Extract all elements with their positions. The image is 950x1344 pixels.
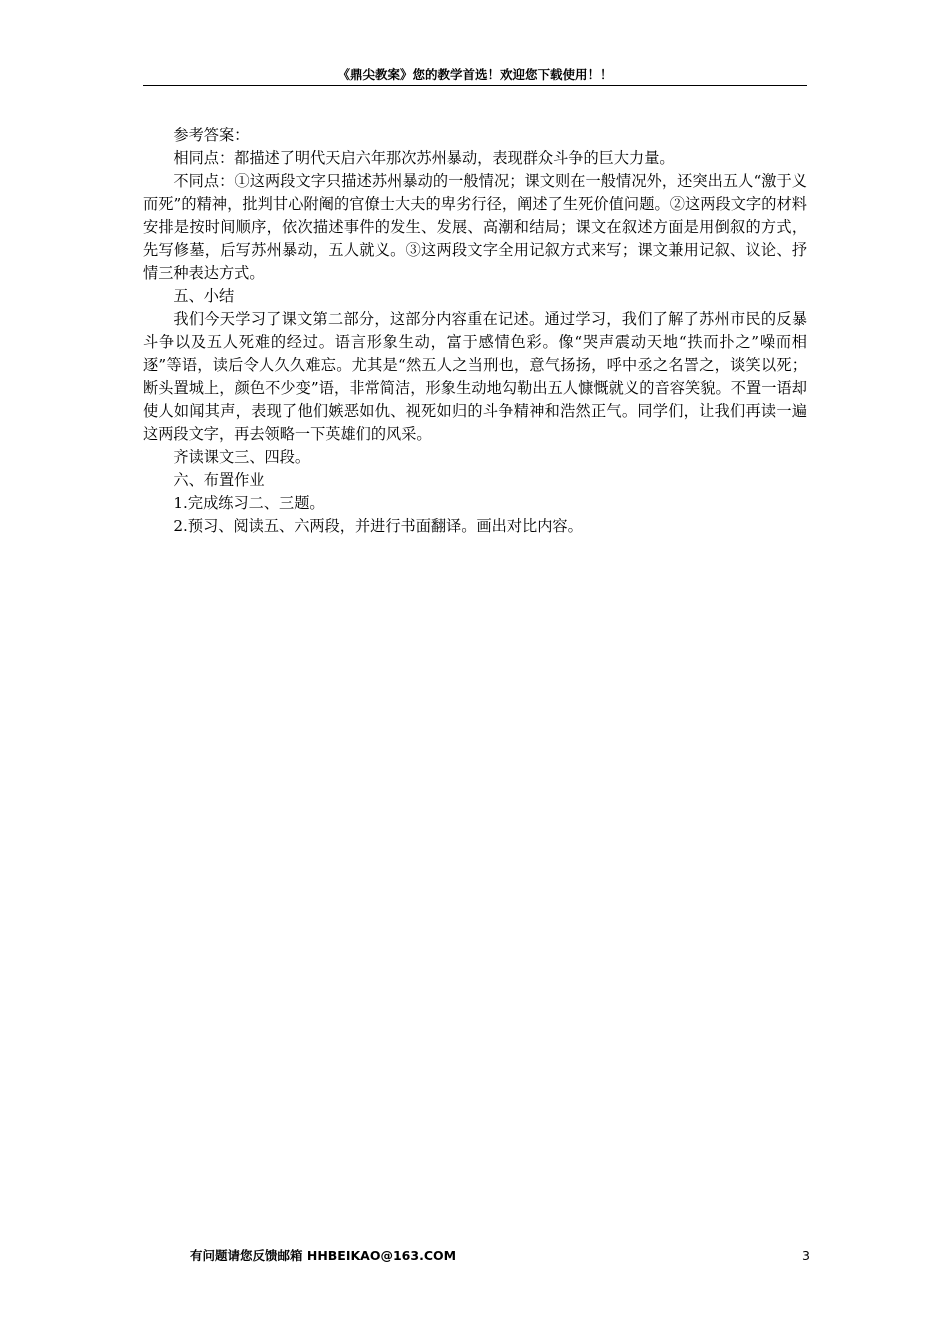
page-header: 《鼎尖教案》您的教学首选！欢迎您下载使用！！ [337, 67, 613, 82]
homework-item-1: 1.完成练习二、三题。 [173, 494, 325, 512]
similarity-paragraph: 相同点：都描述了明代天启六年那次苏州暴动，表现群众斗争的巨大力量。 [173, 149, 675, 167]
document-body [143, 124, 807, 538]
homework-item-2: 2.预习、阅读五、六两段，并进行书面翻译。画出对比内容。 [173, 517, 583, 535]
answer-label: 参考答案： [173, 126, 250, 144]
page-number: 3 [802, 1248, 810, 1263]
summary-paragraph: 我们今天学习了课文第二部分，这部分内容重在记述。通过学习，我们了解了苏州市民的反暴斗争以及五人死难的经过。语言形象生动，富于感情色彩。像“哭声震动天地“抶而扑之”噪而相逐”等语，读后令人久久难忘。尤其是“然五人之当刑也，意气扬扬，呼中丞之名詈之，谈笑以死；断头置城上，颜色不少变”语，非常简洁，形象生动地勾勒出五人慷慨就义的音容笑貌。不置一语却使人如闻其声，表现了他们嫉恶如仇、视死如归的斗争精神和浩然正气。同学们，让我们再读一遍这两段文字，再去领略一下英雄们的风采。 [143, 310, 807, 443]
header-divider [143, 85, 807, 86]
section-title-summary: 五、小结 [173, 287, 235, 305]
section-title-homework: 六、布置作业 [173, 471, 265, 489]
differences-paragraph: 不同点：①这两段文字只描述苏州暴动的一般情况；课文则在一般情况外，还突出五人“激于义而死”的精神，批判甘心附阉的官僚士大夫的卑劣行径，阐述了生死价值问题。②这两段文字的材料安排是按时间顺序，依次描述事件的发生、发展、高潮和结局；课文在叙述方面是用倒叙的方式，先写修墓，后写苏州暴动，五人就义。③这两段文字全用记叙方式来写；课文兼用记叙、议论、抒情三种表达方式。 [143, 172, 807, 282]
page-footer: 有问题请您反馈邮箱 HHBEIKAO@163.COM [190, 1248, 457, 1263]
read-aloud-instruction: 齐读课文三、四段。 [173, 448, 311, 466]
